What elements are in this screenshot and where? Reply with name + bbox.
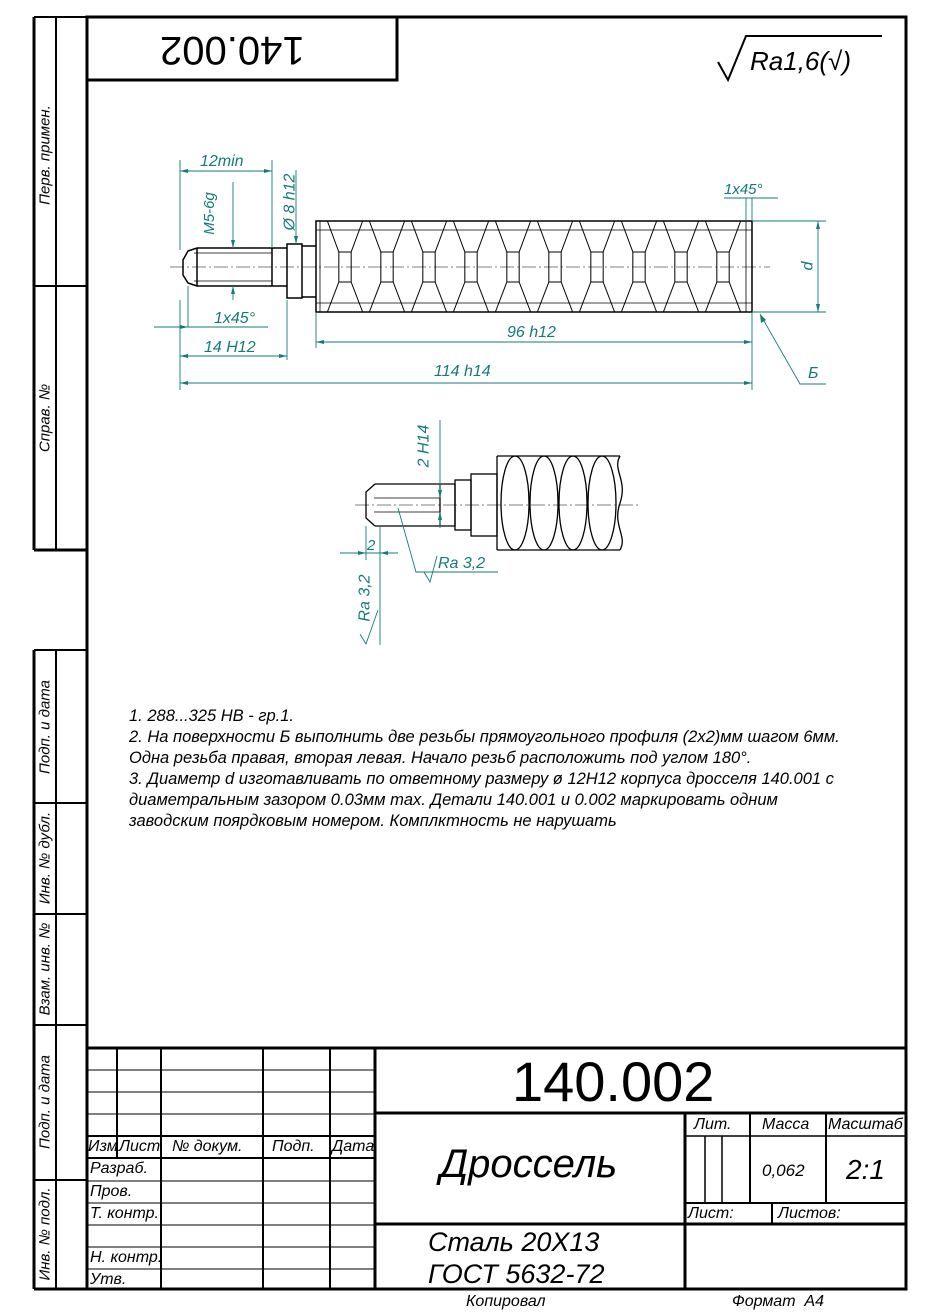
- col-izm: Изм: [88, 1138, 118, 1155]
- side-label-podp2: Подп. и дата: [36, 1055, 54, 1149]
- dim-thread: M5-6g: [200, 192, 218, 235]
- side-label-inv-podl: Инв. № подл.: [36, 1187, 54, 1281]
- thread-tooth: [453, 221, 488, 312]
- side-label-sprav: Справ. №: [36, 383, 54, 453]
- col-data: Дата: [332, 1138, 375, 1155]
- thread-tooth: [537, 221, 572, 312]
- roughness-ra32-vertical: Ra 3,2: [356, 574, 374, 622]
- col-podp: Подп.: [272, 1138, 315, 1155]
- dim-114h14: 114 h14: [434, 363, 491, 380]
- thread-tooth: [579, 221, 614, 312]
- dim-chamfer-right: 1x45°: [724, 181, 763, 198]
- material-line-1: Сталь 20Х13: [428, 1227, 600, 1257]
- thread-tooth: [705, 221, 740, 312]
- row-razrab: Разраб.: [90, 1160, 148, 1177]
- title-designation: 140.002: [512, 1050, 715, 1113]
- technical-notes: [129, 706, 859, 832]
- main-view: [170, 221, 770, 312]
- detail-view: [355, 456, 640, 550]
- listov-label: Листов:: [778, 1205, 841, 1222]
- col-list: Лист: [119, 1138, 161, 1155]
- dim-chamfer-left: 1x45°: [214, 310, 256, 327]
- row-t-kontr: Т. контр.: [90, 1205, 159, 1222]
- massa-label: Масса: [762, 1116, 810, 1133]
- note-2: 2. На поверхности Б выполнить две резьбы прямоугольного профиля (2x2)мм шагом 6мм. Одна резьба правая, вторая левая. Начало резьб расположить под углом 180°.: [129, 728, 840, 767]
- side-label-perv: Перв. примен.: [36, 105, 54, 205]
- footer-copied: Копировал: [466, 1293, 546, 1310]
- thread-tooth: [369, 221, 404, 312]
- note-1: 1. 288...325 HB - гр.1.: [129, 707, 294, 725]
- roughness-general: Ra1,6(√): [750, 46, 851, 76]
- side-label-inv-dubl: Инв. № дубл.: [36, 811, 54, 905]
- dim-2h14: 2 H14: [415, 424, 433, 468]
- row-utv: Утв.: [90, 1271, 127, 1288]
- footer-format: Формат А4: [732, 1293, 824, 1310]
- title-name: Дроссель: [440, 1142, 618, 1186]
- thread-tooth: [495, 221, 530, 312]
- surface-b-label: Б: [808, 365, 819, 382]
- dim-96h12: 96 h12: [507, 324, 556, 341]
- lit-label: Лит.: [694, 1116, 732, 1133]
- dim-12min: 12min: [200, 153, 244, 170]
- thread-tooth: [621, 221, 656, 312]
- dim-2: 2: [367, 537, 376, 554]
- side-label-podp1: Подп. и дата: [36, 680, 54, 774]
- note-3: 3. Диаметр d изготавливать по ответному размеру ø 12H12 корпуса дросселя 140.001 с диаметральным зазором 0.03мм max. Детали 140.001 и 0.002 маркировать одним заводским поярдковым номером. Комплктность не нарушать: [129, 770, 834, 830]
- list-label: Лист:: [688, 1205, 734, 1222]
- dim-14h12: 14 H12: [204, 339, 256, 356]
- mass-value: 0,062: [762, 1161, 805, 1180]
- thread-tooth: [663, 221, 698, 312]
- thread-tooth: [411, 221, 446, 312]
- dim-dia8: Ø 8 h12: [281, 173, 299, 231]
- row-n-kontr: Н. контр.: [90, 1249, 163, 1266]
- col-dokum: № докум.: [172, 1138, 243, 1155]
- corner-stamp: 140.002: [160, 28, 305, 72]
- material-line-2: ГОСТ 5632-72: [428, 1259, 605, 1289]
- side-label-vzam: Взам. инв. №: [36, 922, 54, 1016]
- roughness-ra32-horizontal: Ra 3,2: [438, 555, 486, 572]
- thread-tooth: [327, 221, 362, 312]
- row-prov: Пров.: [90, 1183, 133, 1200]
- masshtab-label: Масштаб: [828, 1116, 903, 1133]
- scale-value: 2:1: [846, 1154, 885, 1185]
- dim-d: d: [799, 261, 817, 271]
